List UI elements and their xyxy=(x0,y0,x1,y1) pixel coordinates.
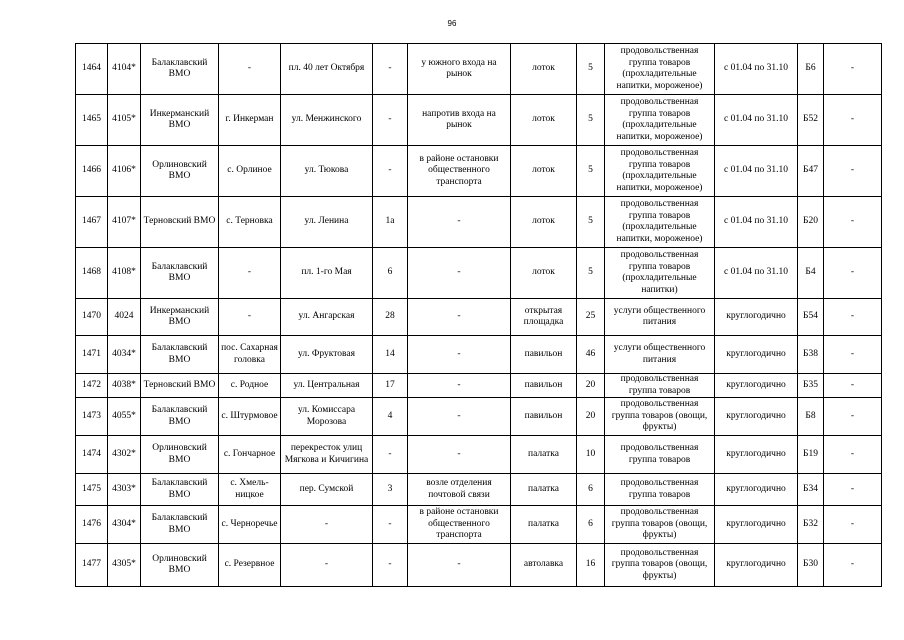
locality: г. Инкерман xyxy=(219,95,281,146)
row-number: 1475 xyxy=(76,474,108,506)
house-number: 28 xyxy=(373,299,408,336)
area: 6 xyxy=(577,506,605,544)
note: - xyxy=(824,95,882,146)
period: с 01.04 по 31.10 xyxy=(715,95,798,146)
note: - xyxy=(824,299,882,336)
row-number: 1467 xyxy=(76,197,108,248)
area: 25 xyxy=(577,299,605,336)
district: Балаклавский ВМО xyxy=(141,44,219,95)
area: 5 xyxy=(577,95,605,146)
table-row xyxy=(76,474,882,506)
district: Инкерманский ВМО xyxy=(141,299,219,336)
district: Балаклавский ВМО xyxy=(141,248,219,299)
street: - xyxy=(281,506,373,544)
object-code: 4106* xyxy=(108,146,141,197)
object-type: павильон xyxy=(511,336,577,374)
object-type: палатка xyxy=(511,436,577,474)
table-row xyxy=(76,374,882,398)
note: - xyxy=(824,197,882,248)
row-number: 1476 xyxy=(76,506,108,544)
note: - xyxy=(824,44,882,95)
object-type: открытая площадка xyxy=(511,299,577,336)
street: ул. Фруктовая xyxy=(281,336,373,374)
row-number: 1466 xyxy=(76,146,108,197)
row-number: 1470 xyxy=(76,299,108,336)
object-code: 4104* xyxy=(108,44,141,95)
locality: с. Хмель-ницкое xyxy=(219,474,281,506)
object-type: лоток xyxy=(511,44,577,95)
row-number: 1472 xyxy=(76,374,108,398)
table-row xyxy=(76,299,882,336)
object-type: лоток xyxy=(511,95,577,146)
specialization: продовольственная группа товаров xyxy=(605,436,715,474)
locality: с. Штурмовое xyxy=(219,398,281,436)
locality: пос. Сахарная головка xyxy=(219,336,281,374)
area: 5 xyxy=(577,146,605,197)
landmark: в районе остановки общественного транспорта xyxy=(408,506,511,544)
period: круглогодично xyxy=(715,398,798,436)
scheme-code: Б20 xyxy=(798,197,824,248)
object-code: 4305* xyxy=(108,544,141,587)
street: пл. 40 лет Октября xyxy=(281,44,373,95)
specialization: услуги общественного питания xyxy=(605,299,715,336)
area: 16 xyxy=(577,544,605,587)
object-type: лоток xyxy=(511,248,577,299)
object-code: 4024 xyxy=(108,299,141,336)
table-row xyxy=(76,398,882,436)
period: с 01.04 по 31.10 xyxy=(715,197,798,248)
house-number: 14 xyxy=(373,336,408,374)
row-number: 1471 xyxy=(76,336,108,374)
table-row xyxy=(76,197,882,248)
object-code: 4108* xyxy=(108,248,141,299)
scheme-code: Б4 xyxy=(798,248,824,299)
landmark: в районе остановки общественного транспорта xyxy=(408,146,511,197)
object-code: 4038* xyxy=(108,374,141,398)
landmark: - xyxy=(408,197,511,248)
street: пл. 1-го Мая xyxy=(281,248,373,299)
house-number: - xyxy=(373,95,408,146)
locality: с. Родное xyxy=(219,374,281,398)
note: - xyxy=(824,398,882,436)
area: 6 xyxy=(577,474,605,506)
note: - xyxy=(824,506,882,544)
area: 10 xyxy=(577,436,605,474)
specialization: продовольственная группа товаров xyxy=(605,374,715,398)
scheme-code: Б19 xyxy=(798,436,824,474)
district: Орлиновский ВМО xyxy=(141,146,219,197)
area: 5 xyxy=(577,197,605,248)
row-number: 1474 xyxy=(76,436,108,474)
page-number: 96 xyxy=(447,19,457,28)
row-number: 1468 xyxy=(76,248,108,299)
period: с 01.04 по 31.10 xyxy=(715,44,798,95)
object-code: 4055* xyxy=(108,398,141,436)
district: Балаклавский ВМО xyxy=(141,506,219,544)
object-type: лоток xyxy=(511,197,577,248)
row-number: 1473 xyxy=(76,398,108,436)
locality: - xyxy=(219,44,281,95)
specialization: продовольственная группа товаров xyxy=(605,474,715,506)
object-code: 4034* xyxy=(108,336,141,374)
landmark: у южного входа на рынок xyxy=(408,44,511,95)
district: Инкерманский ВМО xyxy=(141,95,219,146)
landmark: напротив входа на рынок xyxy=(408,95,511,146)
specialization: продовольственная группа товаров (прохладительные напитки, мороженое) xyxy=(605,44,715,95)
scheme-code: Б52 xyxy=(798,95,824,146)
table-row xyxy=(76,248,882,299)
locality: с. Резервное xyxy=(219,544,281,587)
house-number: - xyxy=(373,544,408,587)
area: 20 xyxy=(577,374,605,398)
street: ул. Тюкова xyxy=(281,146,373,197)
scheme-code: Б38 xyxy=(798,336,824,374)
period: круглогодично xyxy=(715,336,798,374)
house-number: 3 xyxy=(373,474,408,506)
house-number: 17 xyxy=(373,374,408,398)
landmark: - xyxy=(408,398,511,436)
note: - xyxy=(824,336,882,374)
object-type: лоток xyxy=(511,146,577,197)
house-number: - xyxy=(373,146,408,197)
area: 46 xyxy=(577,336,605,374)
trade-objects-table xyxy=(75,43,882,587)
scheme-code: Б32 xyxy=(798,506,824,544)
table-row xyxy=(76,544,882,587)
row-number: 1465 xyxy=(76,95,108,146)
street: ул. Менжинского xyxy=(281,95,373,146)
landmark: - xyxy=(408,299,511,336)
landmark: - xyxy=(408,374,511,398)
scheme-code: Б8 xyxy=(798,398,824,436)
locality: с. Черноречье xyxy=(219,506,281,544)
district: Орлиновский ВМО xyxy=(141,436,219,474)
street: перекресток улиц Мягкова и Кичигина xyxy=(281,436,373,474)
locality: с. Орлиное xyxy=(219,146,281,197)
table-row xyxy=(76,506,882,544)
district: Терновский ВМО xyxy=(141,197,219,248)
note: - xyxy=(824,436,882,474)
specialization: продовольственная группа товаров (прохладительные напитки, мороженое) xyxy=(605,197,715,248)
specialization: продовольственная группа товаров (овощи, фрукты) xyxy=(605,544,715,587)
street: ул. Ленина xyxy=(281,197,373,248)
row-number: 1464 xyxy=(76,44,108,95)
landmark: возле отделения почтовой связи xyxy=(408,474,511,506)
table-row xyxy=(76,44,882,95)
scheme-code: Б54 xyxy=(798,299,824,336)
object-code: 4105* xyxy=(108,95,141,146)
area: 5 xyxy=(577,248,605,299)
object-type: автолавка xyxy=(511,544,577,587)
note: - xyxy=(824,374,882,398)
specialization: услуги общественного питания xyxy=(605,336,715,374)
note: - xyxy=(824,474,882,506)
landmark: - xyxy=(408,248,511,299)
note: - xyxy=(824,146,882,197)
object-type: павильон xyxy=(511,374,577,398)
row-number: 1477 xyxy=(76,544,108,587)
street: - xyxy=(281,544,373,587)
district: Балаклавский ВМО xyxy=(141,474,219,506)
period: круглогодично xyxy=(715,474,798,506)
scheme-code: Б30 xyxy=(798,544,824,587)
period: круглогодично xyxy=(715,544,798,587)
area: 20 xyxy=(577,398,605,436)
scheme-code: Б6 xyxy=(798,44,824,95)
specialization: продовольственная группа товаров (прохладительные напитки, мороженое) xyxy=(605,146,715,197)
locality: - xyxy=(219,248,281,299)
period: с 01.04 по 31.10 xyxy=(715,146,798,197)
landmark: - xyxy=(408,336,511,374)
district: Балаклавский ВМО xyxy=(141,398,219,436)
object-code: 4304* xyxy=(108,506,141,544)
house-number: - xyxy=(373,506,408,544)
locality: с. Терновка xyxy=(219,197,281,248)
specialization: продовольственная группа товаров (овощи, фрукты) xyxy=(605,398,715,436)
street: ул. Ангарская xyxy=(281,299,373,336)
locality: - xyxy=(219,299,281,336)
district: Балаклавский ВМО xyxy=(141,336,219,374)
object-code: 4302* xyxy=(108,436,141,474)
note: - xyxy=(824,544,882,587)
note: - xyxy=(824,248,882,299)
object-code: 4303* xyxy=(108,474,141,506)
period: круглогодично xyxy=(715,436,798,474)
landmark: - xyxy=(408,544,511,587)
specialization: продовольственная группа товаров (овощи, фрукты) xyxy=(605,506,715,544)
locality: с. Гончарное xyxy=(219,436,281,474)
period: круглогодично xyxy=(715,299,798,336)
scheme-code: Б47 xyxy=(798,146,824,197)
object-type: палатка xyxy=(511,474,577,506)
table-row xyxy=(76,336,882,374)
period: круглогодично xyxy=(715,506,798,544)
table-row xyxy=(76,146,882,197)
house-number: 1а xyxy=(373,197,408,248)
house-number: - xyxy=(373,44,408,95)
scheme-code: Б35 xyxy=(798,374,824,398)
district: Орлиновский ВМО xyxy=(141,544,219,587)
object-type: палатка xyxy=(511,506,577,544)
house-number: - xyxy=(373,436,408,474)
period: круглогодично xyxy=(715,374,798,398)
area: 5 xyxy=(577,44,605,95)
specialization: продовольственная группа товаров (прохладительные напитки, мороженое) xyxy=(605,95,715,146)
landmark: - xyxy=(408,436,511,474)
period: с 01.04 по 31.10 xyxy=(715,248,798,299)
object-type: павильон xyxy=(511,398,577,436)
district: Терновский ВМО xyxy=(141,374,219,398)
street: пер. Сумской xyxy=(281,474,373,506)
house-number: 4 xyxy=(373,398,408,436)
table-row xyxy=(76,436,882,474)
street: ул. Комиссара Морозова xyxy=(281,398,373,436)
specialization: продовольственная группа товаров (прохладительные напитки) xyxy=(605,248,715,299)
scheme-code: Б34 xyxy=(798,474,824,506)
house-number: 6 xyxy=(373,248,408,299)
street: ул. Центральная xyxy=(281,374,373,398)
table-row xyxy=(76,95,882,146)
object-code: 4107* xyxy=(108,197,141,248)
